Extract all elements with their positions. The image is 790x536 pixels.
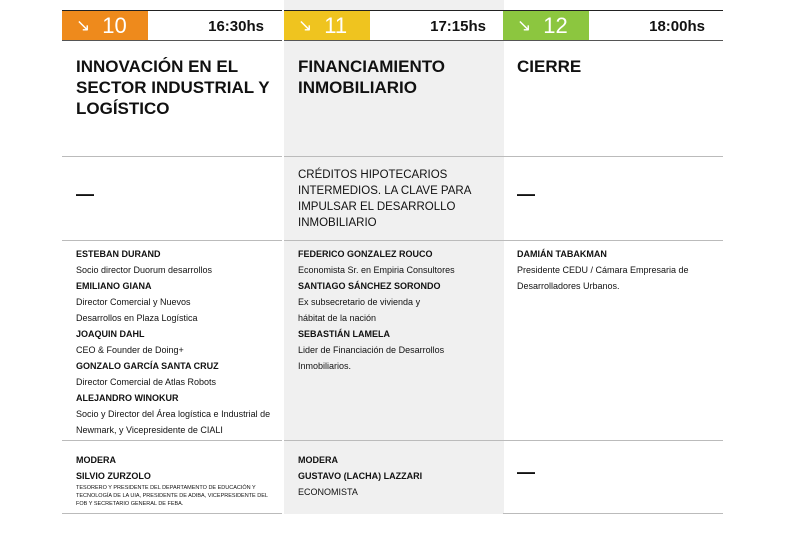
divider bbox=[284, 440, 504, 441]
topic-dash: — bbox=[76, 184, 94, 204]
session-topic: CRÉDITOS HIPOTECARIOS INTERMEDIOS. LA CLAVE PARA IMPULSAR EL DESARROLLO INMOBILIARIO bbox=[298, 169, 471, 229]
moderator-block bbox=[76, 452, 276, 508]
speaker-role: Lider de Financiación de Desarrollos Inmobiliarios. bbox=[298, 345, 445, 371]
session-time: 18:00hs bbox=[649, 18, 705, 35]
speaker-name: GONZALO GARCÍA SANTA CRUZ bbox=[76, 361, 219, 371]
session-title: FINANCIAMIENTO INMOBILIARIO bbox=[298, 57, 446, 97]
session-column-12 bbox=[503, 0, 723, 514]
session-header bbox=[284, 10, 504, 41]
arrow-down-right-icon: ↘ bbox=[298, 16, 313, 35]
session-number: 11 bbox=[324, 12, 348, 38]
session-time: 16:30hs bbox=[208, 18, 264, 35]
arrow-down-right-icon: ↘ bbox=[517, 16, 532, 35]
moderator-role: ECONOMISTA bbox=[298, 487, 358, 497]
moderator-label: MODERA bbox=[298, 455, 338, 465]
speakers-list bbox=[76, 246, 286, 438]
speaker-name: SANTIAGO SÁNCHEZ SORONDO bbox=[298, 281, 441, 291]
session-header bbox=[503, 10, 723, 41]
speaker-role: Director Comercial y Nuevos Desarrollos en Plaza Logística bbox=[76, 297, 198, 323]
topic-dash: — bbox=[517, 184, 535, 204]
session-badge bbox=[503, 11, 589, 40]
divider bbox=[284, 240, 504, 241]
divider bbox=[62, 513, 282, 514]
speaker-name: FEDERICO GONZALEZ ROUCO bbox=[298, 249, 433, 259]
session-number: 10 bbox=[102, 12, 127, 38]
session-badge bbox=[62, 11, 148, 40]
session-title: INNOVACIÓN EN EL SECTOR INDUSTRIAL Y LOGÍSTICO bbox=[76, 57, 270, 118]
speaker-name: DAMIÁN TABAKMAN bbox=[517, 249, 607, 259]
speakers-list bbox=[298, 246, 508, 374]
session-column-10 bbox=[62, 0, 282, 514]
arrow-down-right-icon: ↘ bbox=[76, 16, 91, 35]
divider bbox=[62, 240, 282, 241]
speaker-name: ESTEBAN DURAND bbox=[76, 249, 161, 259]
session-title: CIERRE bbox=[517, 57, 582, 76]
divider bbox=[503, 513, 723, 514]
session-badge bbox=[284, 11, 370, 40]
divider bbox=[503, 240, 723, 241]
speaker-role: Ex subsecretario de vivienda y hábitat de la nación bbox=[298, 297, 421, 323]
divider bbox=[284, 156, 504, 157]
moderator-name: SILVIO ZURZOLO bbox=[76, 471, 151, 481]
divider bbox=[62, 156, 282, 157]
speaker-role: CEO & Founder de Doing+ bbox=[76, 345, 184, 355]
session-number: 12 bbox=[543, 12, 568, 38]
divider bbox=[503, 156, 723, 157]
speaker-name: SEBASTIÁN LAMELA bbox=[298, 329, 390, 339]
speaker-role: Director Comercial de Atlas Robots bbox=[76, 377, 217, 387]
divider bbox=[62, 440, 282, 441]
speaker-role: Socio y Director del Área logística e Industrial de Newmark, y Vicepresidente de CIALI bbox=[76, 409, 271, 435]
speaker-name: EMILIANO GIANA bbox=[76, 281, 152, 291]
speaker-name: JOAQUIN DAHL bbox=[76, 329, 145, 339]
moderator-role: TESORERO Y PRESIDENTE DEL DEPARTAMENTO DE EDUCACIÓN Y TECNOLOGÍA DE LA UIA, PRESIDENTE DE ADIBA, VICEPRESIDENTE DEL FOB Y SECRETARIO GENERAL DE FEBA. bbox=[76, 485, 268, 507]
speaker-name: ALEJANDRO WINOKUR bbox=[76, 393, 179, 403]
session-time: 17:15hs bbox=[430, 18, 486, 35]
moderator-name: GUSTAVO (LACHA) LAZZARI bbox=[298, 471, 423, 481]
moderator-label: MODERA bbox=[76, 455, 116, 465]
speaker-role: Socio director Duorum desarrollos bbox=[76, 265, 213, 275]
moderator-block bbox=[298, 452, 498, 500]
moderator-dash: — bbox=[517, 462, 535, 482]
speakers-list bbox=[517, 246, 727, 294]
speaker-role: Economista Sr. en Empiria Consultores bbox=[298, 265, 455, 275]
session-header bbox=[62, 10, 282, 41]
speaker-role: Presidente CEDU / Cámara Empresaria de Desarrolladores Urbanos. bbox=[517, 265, 689, 291]
divider bbox=[503, 440, 723, 441]
session-column-11 bbox=[284, 0, 504, 514]
